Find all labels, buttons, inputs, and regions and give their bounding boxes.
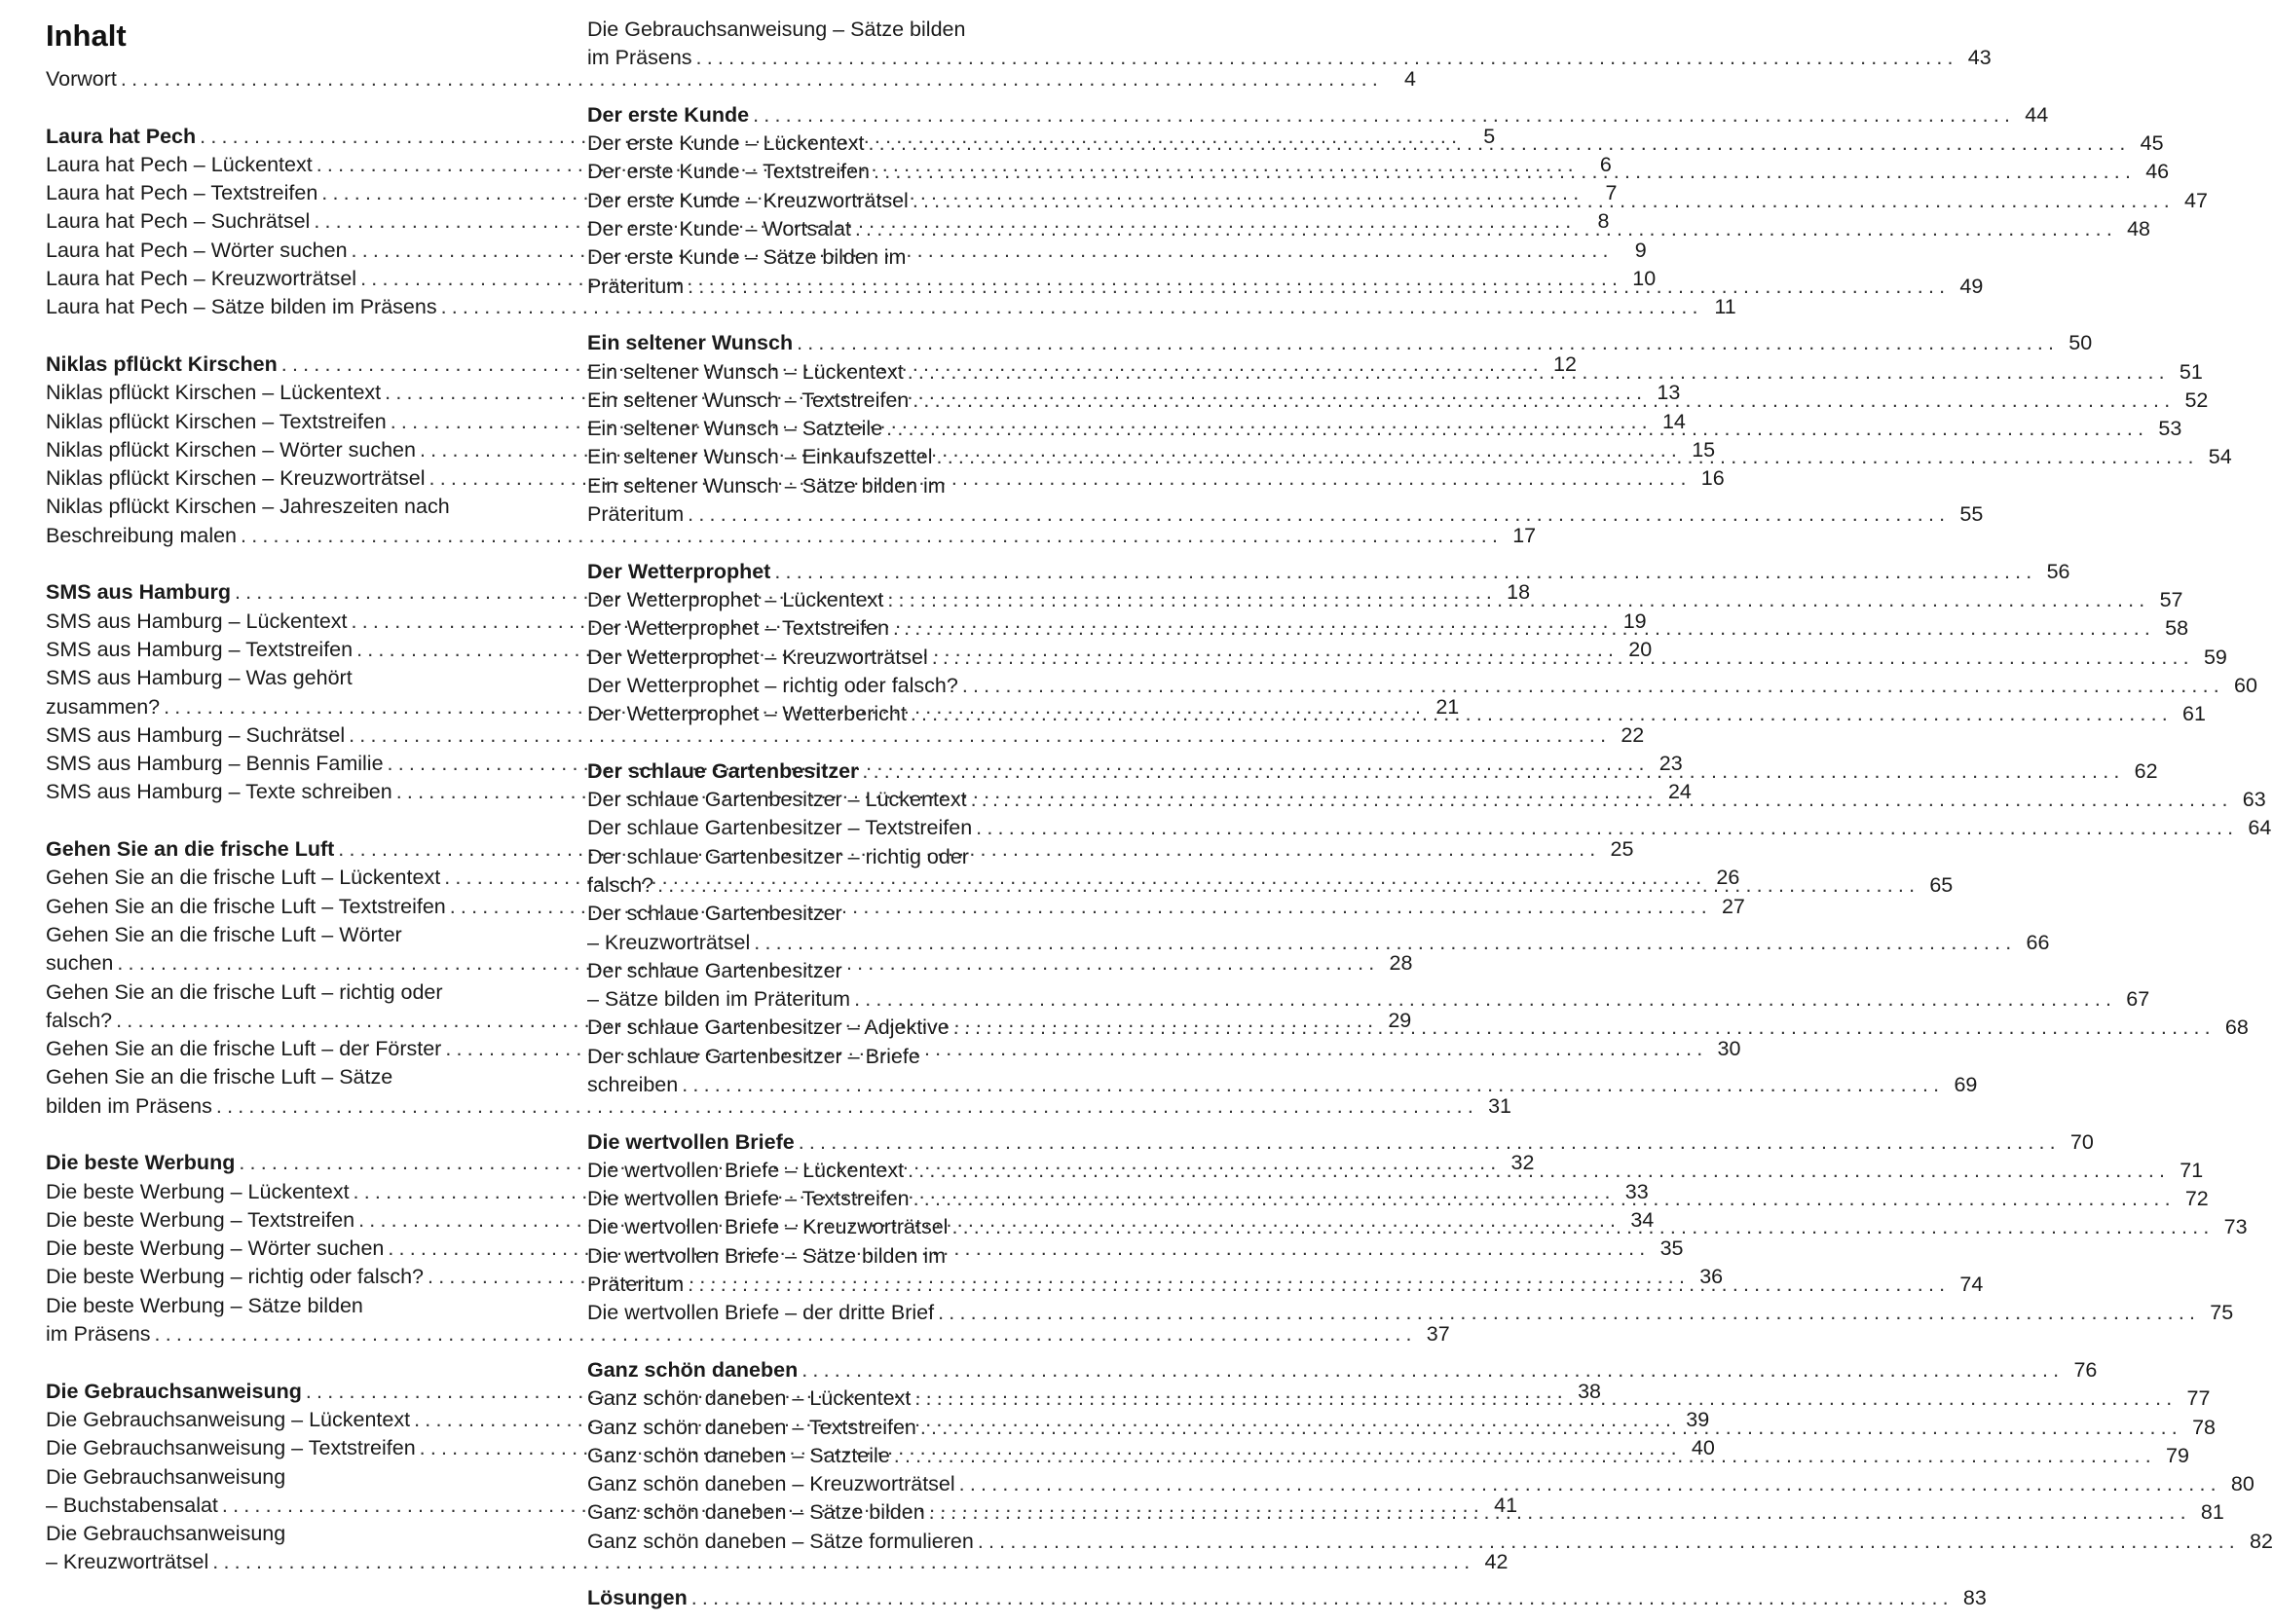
toc-entry-label: Laura hat Pech – Kreuzworträtsel [46, 267, 357, 291]
toc-entry-line [587, 814, 2272, 842]
page-number: 49 [1959, 274, 1984, 298]
toc-entry-line [587, 187, 2208, 215]
page-number: 75 [2210, 1301, 2234, 1325]
page-number: 48 [2127, 217, 2150, 241]
dot-leader [904, 1157, 2170, 1185]
toc-entry-label: Niklas pflückt Kirschen [46, 351, 278, 376]
page-number: 38 [1578, 1379, 1601, 1403]
toc-entry-label: Der erste Kunde [587, 102, 750, 127]
page-number: 63 [2242, 788, 2266, 812]
dot-leader [910, 1185, 2176, 1213]
toc-entry-label-cont: – Kreuzworträtsel [46, 1550, 209, 1574]
toc-entry-label: Der schlaue Gartenbesitzer – Textstreifen [587, 816, 973, 840]
toc-entry-label: Der Wetterprophet [587, 559, 771, 583]
toc-entry-label: Die wertvollen Briefe [587, 1129, 795, 1154]
page-number: 54 [2208, 445, 2232, 469]
toc-entry-line [587, 1528, 2273, 1556]
toc-entry-line [46, 664, 555, 692]
toc-entry-label: Der schlaue Gartenbesitzer – Adjektive [587, 1015, 950, 1040]
toc-entry-label: Ganz schön daneben – Sätze bilden [587, 1500, 925, 1525]
toc-entry [587, 814, 2272, 842]
toc-entry-line [46, 65, 1417, 93]
dot-leader [684, 1271, 1950, 1299]
toc-entry-line [46, 921, 555, 949]
toc-entry-label: Die wertvollen Briefe – Lückentext [587, 1158, 905, 1182]
page-number: 31 [1488, 1093, 1512, 1118]
page-number: 45 [2140, 131, 2164, 156]
page-number: 11 [1714, 295, 1736, 319]
toc-entry [46, 293, 1736, 321]
page-number: 82 [2250, 1529, 2273, 1553]
dot-leader [870, 158, 2136, 186]
toc-entry-line [587, 215, 2150, 243]
toc-entry-label: Die beste Werbung [46, 1151, 236, 1175]
page-title: Inhalt [46, 18, 127, 53]
page-number: 7 [1605, 181, 1618, 205]
toc-entry [46, 65, 1417, 93]
page-number: 60 [2234, 673, 2257, 697]
toc-entry-line [587, 16, 1094, 44]
dot-leader [934, 1299, 2200, 1327]
page-number: 79 [2165, 1443, 2189, 1467]
toc-entry-line [587, 672, 2257, 700]
toc-chapter-entry [587, 558, 2070, 586]
dot-leader [750, 929, 2016, 957]
toc-entry-label: Die beste Werbung – Textstreifen [46, 1207, 355, 1232]
page-number: 27 [1721, 894, 1745, 918]
dot-leader [770, 558, 2036, 586]
page-number: 21 [1435, 694, 1460, 719]
toc-entry-line [587, 1128, 2094, 1157]
toc-entry-label: Die beste Werbung – Sätze bilden [46, 1293, 363, 1317]
dot-leader [928, 644, 2194, 672]
toc-entry-label-cont: – Kreuzworträtsel [587, 930, 751, 954]
toc-entry-label: Die wertvollen Briefe – Kreuzworträtsel [587, 1215, 949, 1239]
page-number: 28 [1389, 951, 1413, 976]
toc-entry-label: Laura hat Pech – Wörter suchen [46, 238, 348, 262]
dot-leader [967, 786, 2233, 814]
dot-leader [692, 44, 1958, 72]
toc-entry-label-cont: Präteritum [587, 502, 685, 527]
dot-leader [749, 101, 2015, 129]
toc-entry-label-cont: falsch? [46, 1008, 113, 1032]
page-number: 74 [1959, 1273, 1984, 1297]
page-number: 23 [1658, 752, 1683, 776]
page-number: 19 [1622, 609, 1647, 633]
page-number: 53 [2158, 417, 2182, 441]
toc-entry-label: Die wertvollen Briefe – der dritte Brief [587, 1301, 935, 1325]
toc-entry-label: Ein seltener Wunsch – Einkaufszettel [587, 445, 933, 469]
toc-entry-line [587, 472, 1094, 500]
dot-leader [955, 1470, 2221, 1498]
toc-entry-label: Ein seltener Wunsch – Textstreifen [587, 388, 910, 412]
page-number: 36 [1699, 1265, 1724, 1289]
toc-entry-line [46, 493, 555, 521]
toc-entry-line [46, 522, 1537, 550]
toc-entry-label: Die Gebrauchsanweisung [46, 1464, 286, 1489]
page-number: 42 [1484, 1550, 1509, 1574]
toc-entry [587, 158, 2170, 186]
page-number: 81 [2200, 1500, 2224, 1525]
page-number: 47 [2184, 188, 2208, 212]
page-number: 83 [1962, 1586, 1987, 1610]
dot-leader [864, 129, 2130, 158]
toc-entry [587, 1470, 2254, 1498]
page-number: 59 [2203, 645, 2227, 669]
page-number: 68 [2224, 1015, 2249, 1040]
toc-chapter-entry [587, 1356, 2098, 1384]
page-number: 8 [1597, 209, 1610, 234]
toc-entry-label: Laura hat Pech [46, 124, 197, 148]
page-number: 12 [1552, 351, 1577, 376]
toc-entry [587, 215, 2150, 243]
page-number: 50 [2068, 331, 2093, 355]
page-number: 32 [1510, 1151, 1535, 1175]
dot-leader [795, 1128, 2061, 1157]
toc-entry-line [587, 1584, 1987, 1612]
toc-entry-line [587, 101, 2049, 129]
toc-entry-label: Die beste Werbung – Wörter suchen [46, 1236, 385, 1261]
toc-entry-label: Der Wetterprophet – Lückentext [587, 587, 884, 611]
page-number: 17 [1512, 523, 1537, 547]
toc-entry-label: Gehen Sie an die frische Luft – richtig oder [46, 979, 443, 1004]
dot-leader [916, 1414, 2182, 1442]
toc-entry-label: Ein seltener Wunsch – Satzteile [587, 417, 883, 441]
page-number: 77 [2186, 1386, 2211, 1411]
toc-entry-label: Niklas pflückt Kirschen – Jahreszeiten nach [46, 495, 450, 519]
toc-entry-label: Die beste Werbung – richtig oder falsch? [46, 1265, 425, 1289]
toc-entry-label: Die Gebrauchsanweisung [46, 1379, 302, 1403]
dot-leader [909, 387, 2175, 415]
dot-leader [974, 1528, 2240, 1556]
dot-leader [909, 187, 2175, 215]
toc-entry-label: Gehen Sie an die frische Luft – Lückentext [46, 866, 441, 890]
dot-leader [883, 586, 2149, 614]
toc-entry [587, 1528, 2273, 1556]
toc-entry-line [587, 558, 2070, 586]
toc-entry-label: Der schlaue Gartenbesitzer [587, 902, 842, 926]
dot-leader [911, 1384, 2177, 1413]
page-number: 20 [1628, 637, 1653, 661]
dot-leader [851, 215, 2117, 243]
page-number: 67 [2126, 987, 2150, 1012]
toc-entry-label: Laura hat Pech – Lückentext [46, 152, 313, 176]
page-number: 30 [1717, 1037, 1741, 1061]
page-number: 18 [1507, 580, 1531, 605]
page-number: 14 [1661, 409, 1686, 433]
toc-entry [46, 721, 1645, 750]
page-number: 9 [1634, 238, 1647, 262]
dot-leader [684, 500, 1950, 529]
toc-entry-label: Niklas pflückt Kirschen – Textstreifen [46, 409, 387, 433]
page-number: 76 [2073, 1357, 2098, 1382]
dot-leader [798, 1356, 2064, 1384]
page-number: 69 [1954, 1072, 1978, 1096]
toc-entry-label: Die wertvollen Briefe – Textstreifen [587, 1187, 910, 1211]
page-number: 37 [1426, 1322, 1450, 1347]
toc-entry-label-cont: falsch? [587, 872, 654, 897]
page-number: 29 [1388, 1008, 1412, 1032]
toc-entry-line [587, 900, 1094, 928]
page-number: 46 [2145, 160, 2170, 184]
toc-entry-label: Laura hat Pech – Suchrätsel [46, 209, 311, 234]
dot-leader [793, 329, 2059, 357]
dot-leader [958, 672, 2224, 700]
toc-entry-line [587, 1299, 2234, 1327]
toc-entry-label-cont: im Präsens [46, 1322, 151, 1347]
toc-entry-line [46, 1548, 1509, 1576]
toc-entry-label: Ganz schön daneben [587, 1357, 799, 1382]
toc-entry-label: Gehen Sie an die frische Luft – Textstreifen [46, 894, 446, 918]
toc-entry-label: Der Wetterprophet – Kreuzworträtsel [587, 645, 928, 669]
toc-entry-line [587, 158, 2170, 186]
toc-entry-label: Ganz schön daneben – Textstreifen [587, 1415, 916, 1439]
toc-entry-label: Gehen Sie an die frische Luft – Wörter [46, 922, 402, 946]
page-number: 26 [1716, 866, 1740, 890]
page-number: 65 [1929, 872, 1954, 897]
toc-entry-label: Der schlaue Gartenbesitzer – Lückentext [587, 788, 967, 812]
page-number: 58 [2165, 616, 2189, 641]
toc-entry-label: Der erste Kunde – Textstreifen [587, 160, 871, 184]
toc-entry-label: Der erste Kunde – Kreuzworträtsel [587, 188, 909, 212]
toc-entry-line [46, 978, 555, 1007]
toc-entry-line [46, 1092, 1512, 1121]
page-number: 16 [1700, 466, 1725, 491]
toc-entry-label: SMS aus Hamburg [46, 580, 231, 605]
toc-entry-label: Ein seltener Wunsch – Sätze bilden im [587, 473, 946, 498]
page-number: 56 [2046, 559, 2070, 583]
toc-entry-line [587, 1470, 2254, 1498]
dot-leader [904, 358, 2170, 387]
toc-entry-label: SMS aus Hamburg – Lückentext [46, 609, 348, 633]
toc-entry-line [587, 843, 1094, 871]
toc-entry-label-cont: Präteritum [587, 1273, 685, 1297]
toc-entry-label-cont: im Präsens [587, 46, 692, 70]
toc-entry-label: Der erste Kunde – Sätze bilden im [587, 245, 907, 270]
toc-entry-label: Die wertvollen Briefe – Sätze bilden im [587, 1243, 947, 1268]
toc-entry-label: Der erste Kunde – Lückentext [587, 131, 865, 156]
toc-entry-label-cont: bilden im Präsens [46, 1093, 212, 1118]
toc-entry-label: Die beste Werbung – Lückentext [46, 1179, 350, 1203]
page-number: 70 [2069, 1129, 2094, 1154]
dot-leader [907, 700, 2173, 728]
page-number: 55 [1959, 502, 1984, 527]
page-number: 57 [2159, 587, 2183, 611]
page-number: 13 [1657, 381, 1681, 405]
page-number: 72 [2184, 1187, 2209, 1211]
toc-entry-line [587, 1242, 1094, 1271]
dot-leader [684, 273, 1950, 301]
toc-entry-label: Die Gebrauchsanweisung – Sätze bilden [587, 18, 966, 41]
toc-entry-line [587, 957, 1094, 985]
toc-entry-label: Der Wetterprophet – Wetterbericht [587, 702, 907, 726]
toc-entry-line [587, 1356, 2098, 1384]
toc-entry-label: Laura hat Pech – Sätze bilden im Präsens [46, 295, 437, 319]
toc-entry-label: Niklas pflückt Kirschen – Lückentext [46, 381, 382, 405]
toc-entry-label-cont: – Buchstabensalat [46, 1493, 218, 1517]
page-number: 73 [2223, 1215, 2248, 1239]
page-number: 66 [2026, 930, 2050, 954]
toc-entry-label: Ein seltener Wunsch – Lückentext [587, 359, 904, 384]
toc-entry [587, 672, 2257, 700]
toc-entry [587, 129, 2164, 158]
page-number: 33 [1624, 1179, 1649, 1203]
toc-entry-label-cont: schreiben [587, 1072, 679, 1096]
page-number: 52 [2184, 388, 2209, 412]
dot-leader [972, 814, 2238, 842]
toc-entry-label: SMS aus Hamburg – Was gehört [46, 666, 353, 690]
toc-entry-label: Gehen Sie an die frische Luft – Sätze [46, 1065, 393, 1089]
toc-entry-line [46, 1463, 555, 1492]
toc-entry-label: Ganz schön daneben – Kreuzworträtsel [587, 1472, 955, 1496]
toc-entry-label: Ganz schön daneben – Satzteile [587, 1443, 890, 1467]
page-number: 62 [2134, 758, 2158, 783]
toc-entry-line [587, 985, 2150, 1014]
toc-entry-line [46, 721, 1645, 750]
toc-entry-line [46, 1292, 555, 1320]
toc-entry-line [587, 329, 2093, 357]
toc-entry-line [587, 1071, 1978, 1099]
page-number: 15 [1692, 437, 1716, 461]
toc-entry-label: Der schlaue Gartenbesitzer [587, 958, 842, 982]
page-number: 51 [2179, 359, 2203, 384]
toc-entry-line [587, 243, 1094, 272]
toc-section [587, 1584, 1987, 1612]
toc-entry-label: Laura hat Pech – Textstreifen [46, 181, 318, 205]
dot-leader [948, 1213, 2214, 1241]
toc-entry-label: Vorwort [46, 67, 117, 91]
toc-entry-label: Lösungen [587, 1586, 688, 1610]
toc-entry-label: Die Gebrauchsanweisung – Textstreifen [46, 1436, 416, 1460]
toc-entry [587, 16, 1992, 73]
toc-entry-line [587, 129, 2164, 158]
toc-entry-label-cont: zusammen? [46, 694, 161, 719]
toc-entry-label-cont: – Sätze bilden im Präteritum [587, 987, 851, 1012]
page-number: 44 [2025, 102, 2049, 127]
toc-entry-label: SMS aus Hamburg – Textstreifen [46, 637, 354, 661]
toc-entry-line [46, 1520, 555, 1548]
toc-section [587, 16, 1992, 73]
toc-entry-label: SMS aus Hamburg – Texte schreiben [46, 780, 392, 804]
page-number: 78 [2192, 1415, 2216, 1439]
dot-leader [678, 1071, 1944, 1099]
toc-entry-label: Gehen Sie an die frische Luft – der Förster [46, 1037, 442, 1061]
toc-entry-label: Ganz schön daneben – Lückentext [587, 1386, 912, 1411]
toc-entry [587, 187, 2208, 215]
page-number: 22 [1621, 722, 1645, 747]
toc-entry-line [587, 44, 1992, 72]
page-number: 40 [1691, 1436, 1715, 1460]
page-number: 5 [1483, 124, 1496, 148]
toc-entry-label: Niklas pflückt Kirschen – Wörter suchen [46, 437, 416, 461]
toc-entry-label: Gehen Sie an die frische Luft [46, 837, 335, 862]
page-number: 61 [2182, 702, 2206, 726]
toc-entry-label-cont: suchen [46, 951, 114, 976]
page-number: 25 [1610, 837, 1634, 862]
dot-leader [890, 1442, 2156, 1470]
toc-entry-label: Ein seltener Wunsch [587, 331, 794, 355]
page-number: 71 [2180, 1158, 2204, 1182]
page-number: 64 [2248, 816, 2272, 840]
dot-leader [653, 871, 1919, 900]
dot-leader [850, 985, 2116, 1014]
toc-entry-line [587, 500, 1984, 529]
toc-entry-label: Niklas pflückt Kirschen – Kreuzworträtsel [46, 466, 426, 491]
page-number: 35 [1659, 1236, 1684, 1261]
toc-entry-line [46, 293, 1736, 321]
page-number: 10 [1632, 267, 1657, 291]
toc-entry-label: Der Wetterprophet – Textstreifen [587, 616, 889, 641]
toc-entry-label: Der schlaue Gartenbesitzer [587, 758, 859, 783]
toc-entry-label: Der schlaue Gartenbesitzer – richtig oder [587, 844, 969, 868]
toc-entry [587, 1299, 2234, 1327]
page-number: 34 [1630, 1207, 1655, 1232]
toc-entry-label-cont: Präteritum [587, 274, 685, 298]
toc-section [46, 65, 1417, 93]
page-number: 24 [1667, 780, 1692, 804]
dot-leader [933, 443, 2199, 471]
toc-entry-label: Die Gebrauchsanweisung [46, 1522, 286, 1546]
toc-entry-label: Der erste Kunde – Wortsalat [587, 217, 851, 241]
toc-entry-line [587, 929, 2050, 957]
page-number: 43 [1967, 46, 1992, 70]
toc-entry-label-cont: Beschreibung malen [46, 523, 238, 547]
dot-leader [925, 1498, 2191, 1527]
page-number: 6 [1599, 152, 1612, 176]
toc-entry-line [46, 1063, 555, 1091]
toc-entry-line [587, 1043, 1094, 1071]
dot-leader [688, 1584, 1954, 1612]
dot-leader [950, 1014, 2216, 1042]
page-number: 4 [1404, 67, 1417, 91]
page-number: 80 [2230, 1472, 2254, 1496]
page-number: 39 [1686, 1407, 1710, 1431]
toc-entry-line [46, 1320, 1450, 1348]
toc-entry-label: Die Gebrauchsanweisung – Lückentext [46, 1407, 411, 1431]
toc-chapter-entry [587, 1128, 2094, 1157]
toc-entry-label: SMS aus Hamburg – Bennis Familie [46, 752, 384, 776]
page-number: 41 [1494, 1493, 1518, 1517]
dot-leader [889, 614, 2155, 643]
toc-chapter-entry [587, 101, 2049, 129]
dot-leader [858, 757, 2124, 786]
toc-entry-label: Der schlaue Gartenbesitzer – Briefe [587, 1044, 920, 1068]
toc-entry-label: Ganz schön daneben – Sätze formulieren [587, 1529, 974, 1553]
toc-entry-label: Der Wetterprophet – richtig oder falsch? [587, 673, 958, 697]
toc-chapter-entry [587, 329, 2093, 357]
toc-chapter-entry [587, 1584, 1987, 1612]
toc-entry-label: SMS aus Hamburg – Suchrätsel [46, 722, 346, 747]
dot-leader [882, 415, 2148, 443]
